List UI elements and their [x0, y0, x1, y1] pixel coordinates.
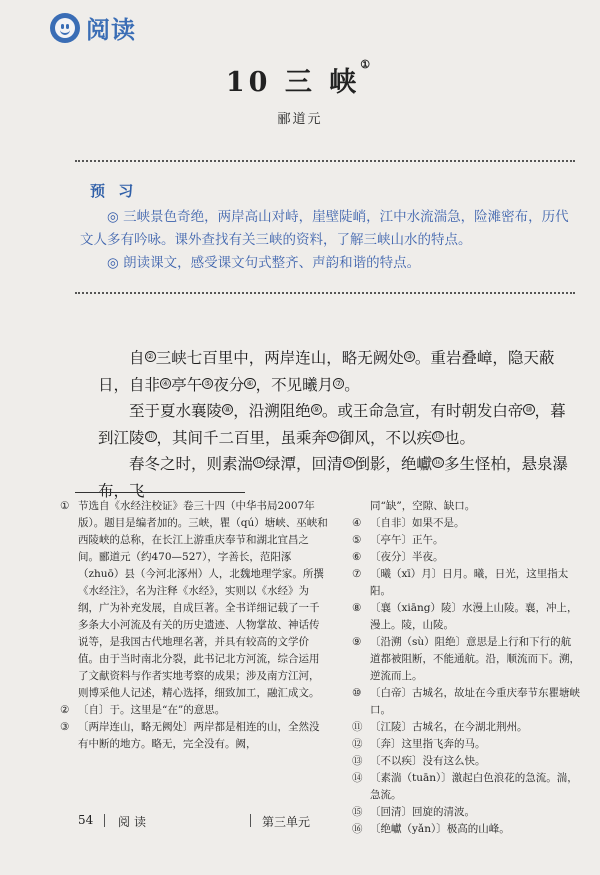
- footnote: ⑪ 〔江陵〕古城名，在今湖北荆州。: [352, 721, 528, 733]
- footnote: ⑬ 〔不以疾〕没有这么快。: [352, 755, 486, 767]
- footer-divider: [104, 814, 105, 827]
- footer-book: 阅读: [118, 815, 151, 829]
- footnote: ④ 〔自非〕如果不是。: [352, 517, 465, 529]
- footnote: ① 节选自《水经注校证》卷三十四（中华书局2007年版）。题目是编者加的。三峡，瞿（qú）塘峡、巫峡和西陵峡的总称，在长江上游重庆奉节和湖北宜昌之间。郦道元（约470—527），字善长，范阳涿（zhuō）县（今河北涿州）人，北魏地理学家。所撰《水经注》，名为注释《水经》，实则以《水经》为纲，广为补充发展，自成巨著。全书详细记载了一千多条大小河流及有关的历史遗迹、人物掌故、神话传说等，是我国古代地理名著，并具有较高的文学价值。由于当时南北分裂，此书记北方河流，综合运用了文献资料与作者实地考察的成果；涉及南方江河，则博采他人记述，精心选择，细致加工，融汇成文。: [60, 500, 328, 699]
- section-title: 阅读: [86, 16, 136, 44]
- smiley-icon: [50, 13, 80, 43]
- footnote: ⑧ 〔襄（xiāng）陵〕水漫上山陵。襄，冲上，漫上。陵，山陵。: [352, 602, 578, 631]
- preview-box: [80, 206, 575, 275]
- divider-top: [75, 160, 575, 162]
- footnote: 同“缺”，空隙、缺口。: [370, 500, 476, 512]
- footnote: ⑭ 〔素湍（tuān）〕激起白色浪花的急流。湍，急流。: [352, 772, 578, 801]
- footnotes-right: [352, 498, 580, 838]
- lesson-title: 10 三 峡①: [225, 58, 375, 98]
- paragraph-1: 自 ② 三峡七百里中，两岸连山，略无阙处 ③ 。重岩叠嶂，隐天蔽日，自非 ④ 亭午 ⑤ 夜分 ⑥ ，不见曦月 ⑦ 。: [98, 349, 555, 394]
- footer-divider: [250, 814, 251, 827]
- footnote: ⑥ 〔夜分〕半夜。: [352, 551, 444, 563]
- footer-unit: 第三单元: [262, 815, 311, 829]
- paragraph-2: 至于夏水襄陵 ⑧ ，沿溯阻绝 ⑨ 。或王命急宣，有时朝发白帝 ⑩ ，暮到江陵 ⑪ ，其间千二百里，虽乘奔 ⑫ 御风，不以疾 ⑬ 也。: [98, 402, 566, 447]
- preview-item: ◎ 朗读课文，感受课文句式整齐、声韵和谐的特点。: [107, 255, 421, 271]
- footnote: ⑩ 〔白帝〕古城名，故址在今重庆奉节东瞿塘峡口。: [352, 687, 580, 716]
- page-number: 54: [78, 813, 94, 827]
- author-name: 郦道元: [277, 112, 323, 127]
- footnote: ③ 〔两岸连山，略无阙处〕两岸都是相连的山，全然没有中断的地方。略无，完全没有。阙，: [60, 721, 320, 750]
- footnote: ⑤ 〔亭午〕正午。: [352, 534, 444, 546]
- footnote: ⑯ 〔绝巘（yǎn）〕极高的山峰。: [352, 823, 510, 835]
- preview-item: ◎ 三峡景色奇绝，两岸高山对峙，崖壁陡峭，江中水流湍急，险滩密布，历代文人多有吟咏。课外查找有关三峡的资料，了解三峡山水的特点。: [80, 209, 569, 248]
- preview-label: 预 习: [90, 182, 138, 200]
- footnote: ⑨ 〔沿溯（sù）阻绝〕意思是上行和下行的航道都被阻断，不能通航。沿，顺流而下。溯，逆流而上。: [352, 636, 580, 682]
- main-text: [98, 345, 576, 504]
- section-header: [50, 10, 136, 45]
- footnotes-left: [60, 498, 328, 753]
- footnote: ② 〔自〕于。这里是“在”的意思。: [60, 704, 226, 716]
- footnote: ⑦ 〔曦（xī）月〕日月。曦，日光，这里指太阳。: [352, 568, 569, 597]
- title-footnote-mark: ①: [360, 58, 375, 71]
- paragraph-3: 春冬之时，则素湍 ⑭ 绿潭，回清 ⑮ 倒影，绝巘 ⑯ 多生怪柏，悬泉瀑布，飞: [98, 455, 569, 500]
- footnote-rule: [75, 492, 245, 493]
- footnote: ⑮ 〔回清〕回旋的清波。: [352, 806, 475, 818]
- footnote: ⑫ 〔奔〕这里指飞奔的马。: [352, 738, 486, 750]
- divider-bottom: [75, 292, 575, 294]
